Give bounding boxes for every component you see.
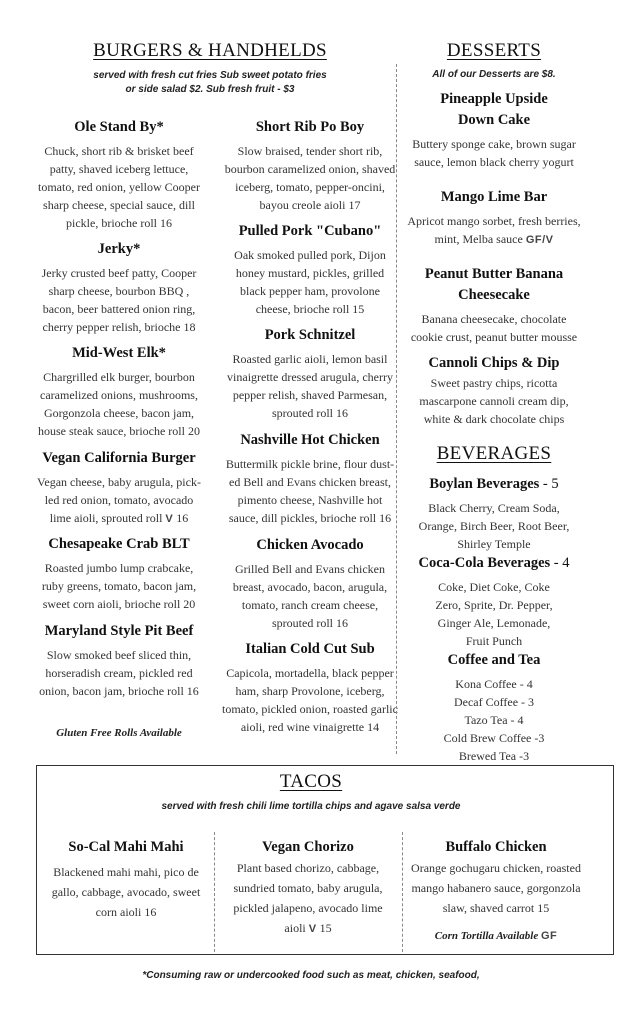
item-price: 16 (176, 511, 189, 525)
item-desc-text: Apricot mango sorbet, fresh berries, mint, Melba sauce (407, 214, 581, 246)
item-name: So-Cal Mahi Mahi (68, 839, 184, 855)
item-name: Mid-West Elk* (72, 345, 166, 361)
menu-item-vegan-california-burger (34, 448, 204, 528)
vegan-tag: V (308, 923, 317, 935)
item-name: Chicken Avocado (256, 537, 364, 553)
taco-buffalo-chicken (406, 837, 586, 918)
tacos-title: TACOS (279, 771, 343, 792)
item-name (404, 553, 584, 574)
gf-tag: GF (540, 930, 558, 942)
menu-item-pork-schnitzel (224, 325, 396, 422)
item-desc: Buttery sponge cake, brown sugar sauce, lemon black cherry yogurt (412, 137, 576, 169)
desserts-title: DESSERTS (446, 40, 542, 61)
beverage-name: Boylan Beverages (429, 476, 540, 492)
item-desc: Oak smoked pulled pork, Dijon honey mustard, pickles, grilled black pepper ham, provolone cheese, brioche roll 15 (234, 248, 386, 316)
item-name: Italian Cold Cut Sub (245, 641, 375, 657)
corn-tortilla-text: Corn Tortilla Available (434, 930, 539, 942)
item-desc: Capicola, mortadella, black pepper ham, sharp Provolone, iceberg, tomato, pickled onion, roasted garlic aioli, red wine vinaigrette 14 (222, 666, 398, 734)
gf-v-tag: GF/V (525, 234, 554, 246)
item-name: Chesapeake Crab BLT (48, 536, 190, 552)
item-desc: Blackened mahi mahi, pico de gallo, cabbage, avocado, sweet corn aioli 16 (51, 865, 201, 919)
beverages-title: BEVERAGES (436, 443, 552, 464)
taco-vegan-chorizo (222, 837, 394, 939)
item-name: Pineapple Upside Down Cake (440, 91, 548, 128)
item-desc: Chuck, short rib & brisket beef patty, shaved iceberg lettuce, tomato, red onion, yellow Cooper sharp cheese, special sauce, dill pickle, brioche roll 16 (38, 144, 200, 230)
beverage-boylan (404, 474, 584, 553)
item-name: Mango Lime Bar (440, 189, 548, 205)
corn-tortilla-note (406, 930, 586, 942)
dessert-peanut-butter-banana-cheesecake (404, 264, 584, 346)
menu-item-jerky (34, 239, 204, 336)
item-name: Peanut Butter Banana Cheesecake (424, 266, 564, 303)
item-desc: Black Cherry, Cream Soda, Orange, Birch Beer, Root Beer, Shirley Temple (418, 501, 570, 551)
item-name: Pulled Pork "Cubano" (238, 223, 382, 239)
burgers-subtitle-line2: or side salad $2. Sub fresh fruit - $3 (125, 84, 295, 95)
item-desc-text: Plant based chorizo, cabbage, sundried tomato, baby arugula, pickled jalapeno, avocado lime aioli (233, 861, 383, 935)
item-desc: Slow braised, tender short rib, bourbon caramelized onion, shaved iceberg, tomato, pepper-oncini, bayou creole aioli 17 (224, 144, 396, 212)
burgers-title: BURGERS & HANDHELDS (93, 40, 327, 61)
item-name: Pork Schnitzel (264, 327, 356, 343)
tacos-divider-2 (402, 832, 403, 952)
item-desc-text: Vegan cheese, baby arugula, pick-led red onion, tomato, avocado lime aioli, sprouted roll (37, 475, 201, 525)
desserts-subtitle: All of our Desserts are $8. (432, 69, 556, 80)
dessert-mango-lime-bar (404, 187, 584, 249)
item-name (404, 474, 584, 495)
burgers-subtitle (40, 69, 380, 97)
item-name: Coffee and Tea (447, 652, 541, 668)
item-desc: Chargrilled elk burger, bourbon caramelized onions, mushrooms, Gorgonzola cheese, bacon jam, house steak sauce, brioche roll 20 (38, 370, 200, 438)
menu-item-maryland-pit-beef (34, 621, 204, 700)
item-name: Vegan California Burger (42, 450, 196, 466)
beverage-price: - 4 (550, 555, 570, 571)
menu-item-chicken-avocado (224, 535, 396, 632)
item-desc (404, 212, 584, 249)
tacos-divider-1 (214, 832, 215, 952)
menu-item-italian-cold-cut-sub (220, 639, 400, 736)
beverage-name: Coca-Cola Beverages (418, 555, 551, 571)
item-desc: Orange gochugaru chicken, roasted mango habanero sauce, gorgonzola slaw, shaved carrot 15 (411, 861, 581, 915)
item-name: Short Rib Po Boy (255, 119, 365, 135)
column-divider (396, 64, 397, 754)
menu-item-ole-stand-by (34, 117, 204, 232)
dessert-pineapple-upside-down-cake (404, 89, 584, 171)
menu-item-short-rib-po-boy (224, 117, 396, 214)
item-price: 15 (319, 921, 332, 935)
tacos-subtitle: served with fresh chili lime tortilla chips and agave salsa verde (161, 801, 461, 812)
beverage-coca-cola (404, 553, 584, 650)
menu-item-pulled-pork-cubano (224, 221, 396, 318)
item-desc (222, 858, 394, 939)
consumer-advisory: *Consuming raw or undercooked food such as meat, chicken, seafood, (142, 970, 480, 981)
item-name: Jerky* (97, 241, 141, 257)
dessert-cannoli-chips-dip (404, 353, 584, 428)
gluten-free-note: Gluten Free Rolls Available (56, 727, 182, 739)
menu-item-chesapeake-crab-blt (34, 534, 204, 613)
item-desc: Grilled Bell and Evans chicken breast, avocado, bacon, arugula, tomato, ranch cream cheese, sprouted roll 16 (232, 562, 388, 630)
item-desc: Coke, Diet Coke, Coke Zero, Sprite, Dr. Pepper, Ginger Ale, Lemonade, Fruit Punch (435, 580, 553, 648)
item-name: Ole Stand By* (74, 119, 164, 135)
item-name: Maryland Style Pit Beef (44, 623, 194, 639)
item-desc: Jerky crusted beef patty, Cooper sharp cheese, bourbon BBQ , bacon, beer battered onion ring, cherry pepper relish, brioche 18 (41, 266, 197, 334)
beverage-coffee-tea (404, 650, 584, 765)
item-desc: Sweet pastry chips, ricotta mascarpone cannoli cream dip, white & dark chocolate chips (419, 376, 569, 426)
item-desc (34, 473, 204, 528)
item-desc: Roasted garlic aioli, lemon basil vinaigrette dressed arugula, cherry pepper relish, shaved Parmesan, sprouted roll 16 (227, 352, 393, 420)
item-desc: Banana cheesecake, chocolate cookie crust, peanut butter mousse (410, 312, 578, 344)
item-name: Nashville Hot Chicken (240, 432, 380, 448)
item-desc: Kona Coffee - 4 Decaf Coffee - 3 Tazo Tea - 4 Cold Brew Coffee -3 Brewed Tea -3 (443, 677, 545, 763)
beverage-price: - 5 (539, 476, 559, 492)
item-name: Buffalo Chicken (445, 839, 547, 855)
menu-item-mid-west-elk (34, 343, 204, 440)
vegan-tag: V (165, 513, 174, 525)
taco-so-cal-mahi-mahi (46, 837, 206, 922)
item-name: Vegan Chorizo (262, 839, 354, 855)
item-desc: Roasted jumbo lump crabcake, ruby greens, tomato, bacon jam, sweet corn aioli, brioche roll 20 (41, 561, 197, 611)
burgers-subtitle-line1: served with fresh cut fries Sub sweet potato fries (93, 70, 327, 81)
menu-item-nashville-hot-chicken (224, 430, 396, 527)
item-name: Cannoli Chips & Dip (428, 355, 560, 371)
item-desc: Slow smoked beef sliced thin, horseradish cream, pickled red onion, bacon jam, brioche roll 16 (39, 648, 199, 698)
item-desc: Buttermilk pickle brine, flour dust-ed Bell and Evans chicken breast, pimento cheese, Nashville hot sauce, dill pickles, brioche roll 16 (225, 457, 395, 525)
